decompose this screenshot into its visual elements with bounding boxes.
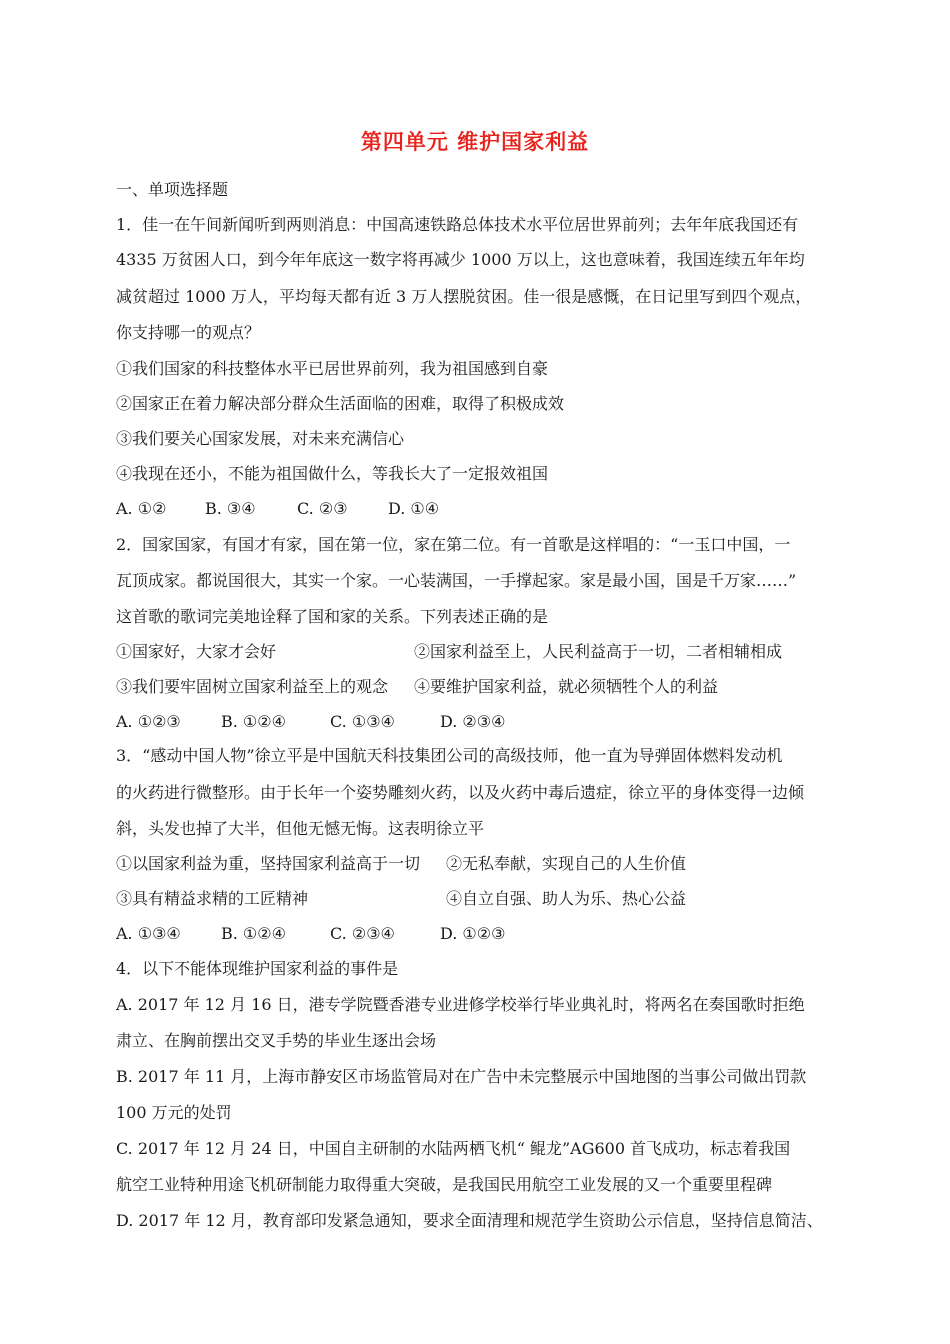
q1-option-a: A. ①②	[116, 499, 167, 518]
q1-item: ④我现在还小，不能为祖国做什么，等我长大了一定报效祖国	[116, 464, 549, 483]
q2-option-b: B. ①②④	[221, 712, 286, 731]
q1-stem-line: 你支持哪一的观点？	[116, 323, 261, 342]
page-title: 第四单元 维护国家利益	[360, 130, 590, 154]
section-heading: 一、单项选择题	[116, 180, 229, 199]
q1-item: ①我们国家的科技整体水平已居世界前列，我为祖国感到自豪	[116, 359, 549, 378]
q2-item: ③我们要牢固树立国家利益至上的观念	[116, 677, 389, 696]
q2-option-c: C. ①③④	[330, 712, 395, 731]
q1-option-c: C. ②③	[297, 499, 348, 518]
q3-item: ③具有精益求精的工匠精神	[116, 889, 309, 908]
q3-option-a: A. ①③④	[116, 924, 181, 943]
q3-option-d: D. ①②③	[440, 924, 506, 943]
q3-option-c: C. ②③④	[330, 924, 395, 943]
q2-item: ②国家利益至上，人民利益高于一切，二者相辅相成	[414, 642, 783, 661]
q1-stem-line: 1．佳一在午间新闻听到两则消息：中国高速铁路总体技术水平位居世界前列；去年年底我国还有	[116, 215, 799, 234]
q4-option-line: B. 2017 年 11 月，上海市静安区市场监管局对在广告中未完整展示中国地图的当事公司做出罚款	[116, 1067, 807, 1086]
q4-option-line: 100 万元的处罚	[116, 1103, 232, 1122]
q1-stem-line: 4335 万贫困人口，到今年年底这一数字将再减少 1000 万以上，这也意味着，我国连续五年年均	[116, 250, 805, 269]
q2-option-a: A. ①②③	[116, 712, 181, 731]
q3-item: ②无私奉献，实现自己的人生价值	[446, 854, 687, 873]
q4-option-line: C. 2017 年 12 月 24 日，中国自主研制的水陆两栖飞机“ 鲲龙”AG600 首飞成功，标志着我国	[116, 1139, 791, 1158]
q2-item: ④要维护国家利益，就必须牺牲个人的利益	[414, 677, 719, 696]
q4-option-line: 肃立、在胸前摆出交叉手势的毕业生逐出会场	[116, 1031, 437, 1050]
q3-option-b: B. ①②④	[221, 924, 286, 943]
q1-option-d: D. ①④	[388, 499, 440, 518]
q4-option-line: A. 2017 年 12 月 16 日，港专学院暨香港专业进修学校举行毕业典礼时，将两名在奏国歌时拒绝	[116, 995, 805, 1014]
q2-stem-line: 瓦顶成家。都说国很大，其实一个家。一心装满国，一手撑起家。家是最小国，国是千万家……”	[116, 571, 797, 590]
q1-stem-line: 减贫超过 1000 万人，平均每天都有近 3 万人摆脱贫困。佳一很是感慨，在日记里写到四个观点，	[116, 287, 812, 306]
q3-stem-line: 斜，头发也掉了大半，但他无憾无悔。这表明徐立平	[116, 819, 485, 838]
q3-item: ④自立自强、助人为乐、热心公益	[446, 889, 687, 908]
q4-stem: 4．以下不能体现维护国家利益的事件是	[116, 959, 399, 978]
q1-item: ②国家正在着力解决部分群众生活面临的困难，取得了积极成效	[116, 394, 565, 413]
q1-item: ③我们要关心国家发展，对未来充满信心	[116, 429, 405, 448]
q3-stem-line: 3．“感动中国人物”徐立平是中国航天科技集团公司的高级技师，他一直为导弹固体燃料发动机	[116, 746, 783, 765]
q2-stem-line: 这首歌的歌词完美地诠释了国和家的关系。下列表述正确的是	[116, 607, 549, 626]
q4-option-line: D. 2017 年 12 月，教育部印发紧急通知，要求全面清理和规范学生资助公示信息，坚持信息简洁、	[116, 1211, 823, 1230]
q1-option-b: B. ③④	[205, 499, 256, 518]
q2-item: ①国家好，大家才会好	[116, 642, 277, 661]
q4-option-line: 航空工业特种用途飞机研制能力取得重大突破，是我国民用航空工业发展的又一个重要里程碑	[116, 1175, 773, 1194]
q2-option-d: D. ②③④	[440, 712, 506, 731]
q2-stem-line: 2．国家国家，有国才有家，国在第一位，家在第二位。有一首歌是这样唱的：“一玉口中国，一	[116, 535, 791, 554]
q3-stem-line: 的火药进行微整形。由于长年一个姿势雕刻火药，以及火药中毒后遗症，徐立平的身体变得一边倾	[116, 783, 805, 802]
q3-item: ①以国家利益为重，坚持国家利益高于一切	[116, 854, 421, 873]
